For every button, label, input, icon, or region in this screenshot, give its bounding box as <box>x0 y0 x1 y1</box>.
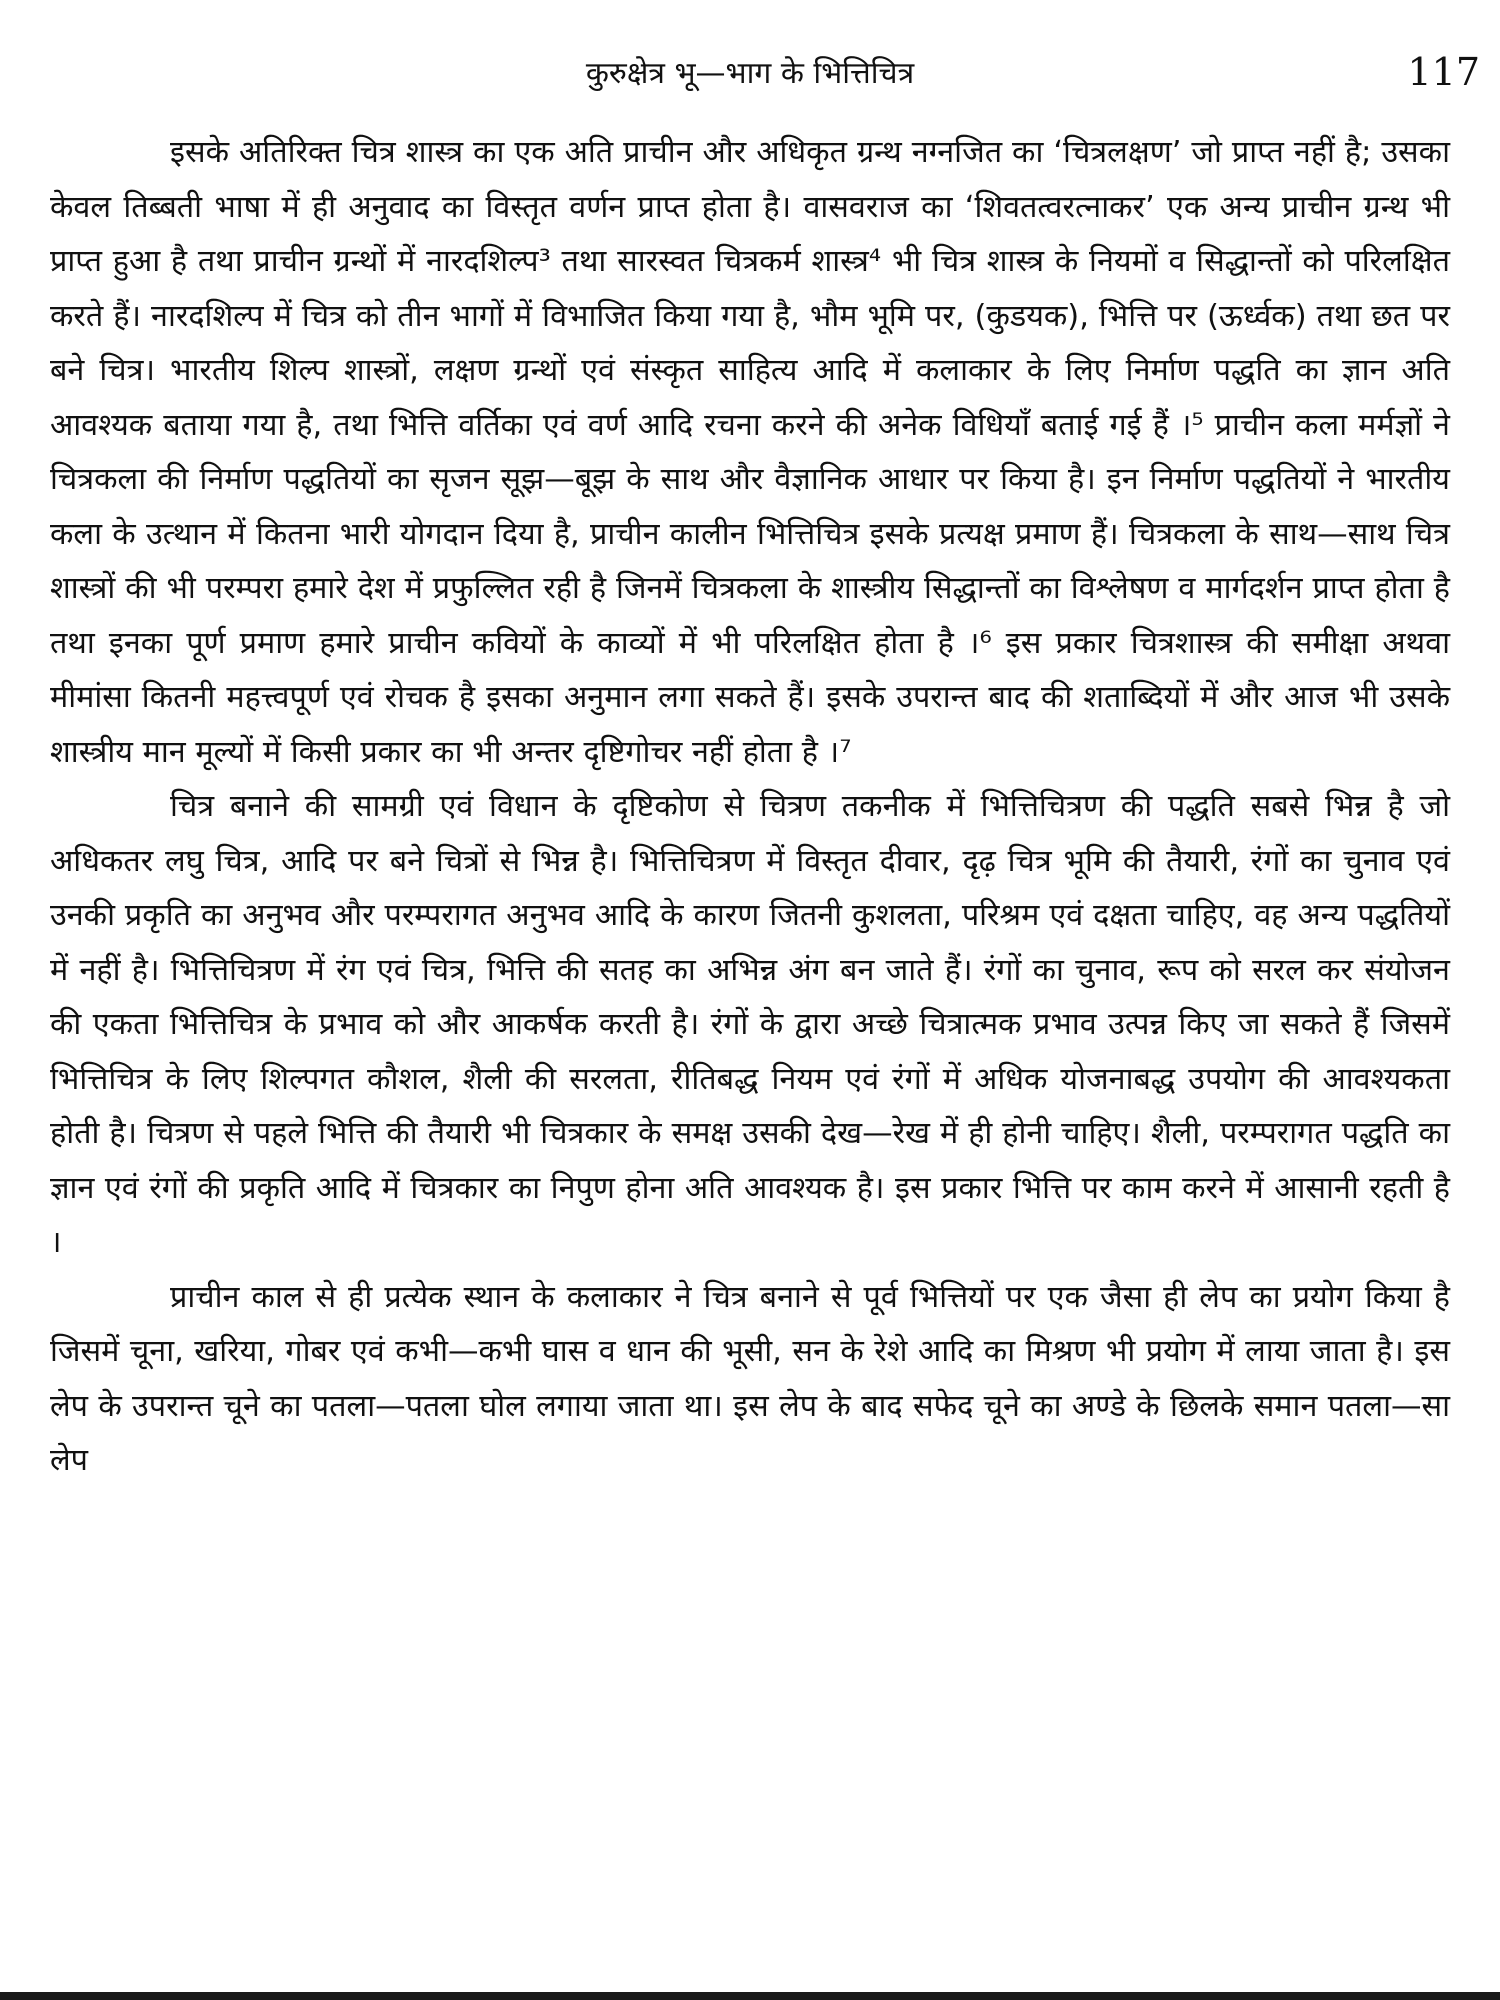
running-header-title: कुरुक्षेत्र भू—भाग के भित्तिचित्र <box>585 56 915 91</box>
body-text <box>50 126 1450 1489</box>
paragraph-2: चित्र बनाने की सामग्री एवं विधान के दृष्टिकोण से चित्रण तकनीक में भित्तिचित्रण की पद्धति सबसे भिन्न है जो अधिकतर लघु चित्र, आदि पर बने चित्रों से भिन्न है। भित्तिचित्रण में विस्तृत दीवार, दृढ़ चित्र भूमि की तैयारी, रंगों का चुनाव एवं उनकी प्रकृति का अनुभव और परम्परागत अनुभव आदि के कारण जितनी कुशलता, परिश्रम एवं दक्षता चाहिए, वह अन्य पद्धतियों में नहीं है। भित्तिचित्रण में रंग एवं चित्र, भित्ति की सतह का अभिन्न अंग बन जाते हैं। रंगों का चुनाव, रूप को सरल कर संयोजन की एकता भित्तिचित्र के प्रभाव को और आकर्षक करती है। रंगों के द्वारा अच्छे चित्रात्मक प्रभाव उत्पन्न किए जा सकते हैं जिसमें भित्तिचित्र के लिए शिल्पगत कौशल, शैली की सरलता, रीतिबद्ध नियम एवं रंगों में अधिक योजनाबद्ध उपयोग की आवश्यकता होती है। चित्रण से पहले भित्ति की तैयारी भी चित्रकार के समक्ष उसकी देख—रेख में ही होनी चाहिए। शैली, परम्परागत पद्धति का ज्ञान एवं रंगों की प्रकृति आदि में चित्रकार का निपुण होना अति आवश्यक है। इस प्रकार भित्ति पर काम करने में आसानी रहती है । <box>50 789 1450 1260</box>
page-number: 117 <box>1407 50 1480 94</box>
paragraph-1: इसके अतिरिक्त चित्र शास्त्र का एक अति प्राचीन और अधिकृत ग्रन्थ नग्नजित का ‘चित्रलक्षण’ जो प्राप्त नहीं है; उसका केवल तिब्बती भाषा में ही अनुवाद का विस्तृत वर्णन प्राप्त होता है। वासवराज का ‘शिवतत्वरत्नाकर’ एक अन्य प्राचीन ग्रन्थ भी प्राप्त हुआ है तथा प्राचीन ग्रन्थों में नारदशिल्प³ तथा सारस्वत चित्रकर्म शास्त्र⁴ भी चित्र शास्त्र के नियमों व सिद्धान्तों को परिलक्षित करते हैं। नारदशिल्प में चित्र को तीन भागों में विभाजित किया गया है, भौम भूमि पर, (कुडयक), भित्ति पर (ऊर्ध्वक) तथा छत पर बने चित्र। भारतीय शिल्प शास्त्रों, लक्षण ग्रन्थों एवं संस्कृत साहित्य आदि में कलाकार के लिए निर्माण पद्धति का ज्ञान अति आवश्यक बताया गया है, तथा भित्ति वर्तिका एवं वर्ण आदि रचना करने की अनेक विधियाँ बताई गई हैं ।⁵ प्राचीन कला मर्मज्ञों ने चित्रकला की निर्माण पद्धतियों का सृजन सूझ—बूझ के साथ और वैज्ञानिक आधार पर किया है। इन निर्माण पद्धतियों ने भारतीय कला के उत्थान में कितना भारी योगदान दिया है, प्राचीन कालीन भित्तिचित्र इसके प्रत्यक्ष प्रमाण हैं। चित्रकला के साथ—साथ चित्र शास्त्रों की भी परम्परा हमारे देश में प्रफुल्लित रही है जिनमें चित्रकला के शास्त्रीय सिद्धान्तों का विश्लेषण व मार्गदर्शन प्राप्त होता है तथा इनका पूर्ण प्रमाण हमारे प्राचीन कवियों के काव्यों में भी परिलक्षित होता है ।⁶ इस प्रकार चित्रशास्त्र की समीक्षा अथवा मीमांसा कितनी महत्त्वपूर्ण एवं रोचक है इसका अनुमान लगा सकते हैं। इसके उपरान्त बाद की शताब्दियों में और आज भी उसके शास्त्रीय मान मूल्यों में किसी प्रकार का भी अन्तर दृष्टिगोचर नहीं होता है ।⁷ <box>50 135 1450 770</box>
bottom-scan-edge <box>0 1992 1500 2000</box>
running-header <box>0 50 1500 100</box>
paragraph-3: प्राचीन काल से ही प्रत्येक स्थान के कलाकार ने चित्र बनाने से पूर्व भित्तियों पर एक जैसा ही लेप का प्रयोग किया है जिसमें चूना, खरिया, गोबर एवं कभी—कभी घास व धान की भूसी, सन के रेशे आदि का मिश्रण भी प्रयोग में लाया जाता है। इस लेप के उपरान्त चूने का पतला—पतला घोल लगाया जाता था। इस लेप के बाद सफेद चूने का अण्डे के छिलके समान पतला—सा लेप <box>50 1279 1450 1478</box>
